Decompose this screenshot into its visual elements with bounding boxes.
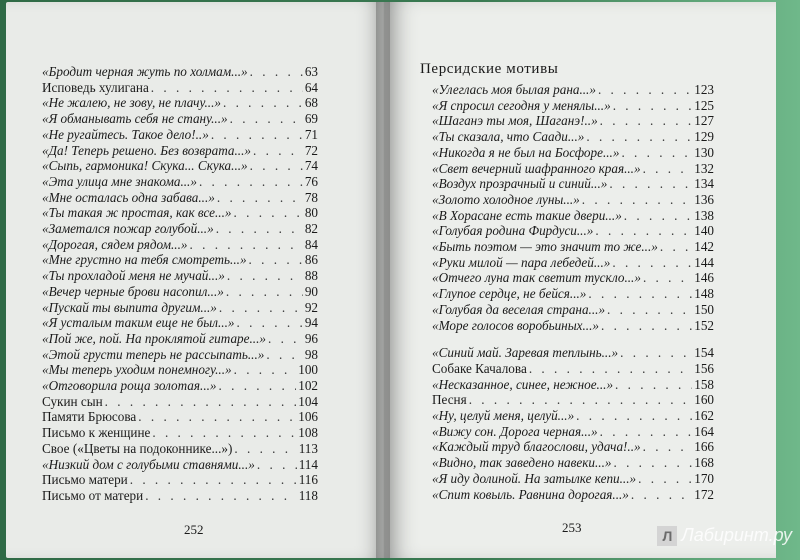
toc-entry-title: «Шаганэ ты моя, Шаганэ!..» — [432, 113, 598, 129]
toc-entry-page: 108 — [298, 425, 318, 441]
toc-leader-dots — [621, 145, 692, 160]
toc-leader-dots — [236, 315, 302, 330]
toc-entry — [432, 270, 714, 285]
toc-entry — [432, 318, 714, 333]
toc-entry-page: 136 — [694, 191, 714, 207]
toc-leader-dots — [145, 488, 297, 503]
toc-entry-title: Письмо матери — [42, 472, 128, 488]
toc-entry-title: «Улеглась моя былая рана...» — [432, 82, 596, 97]
toc-entry-title: Исповедь хулигана — [42, 79, 149, 95]
toc-entry — [432, 82, 714, 97]
toc-leader-dots — [588, 286, 692, 301]
toc-entry-title: «Мне осталась одна забава...» — [42, 189, 215, 205]
toc-entry — [432, 223, 714, 238]
toc-leader-dots — [130, 472, 297, 487]
right-page-number: 253 — [562, 520, 582, 535]
toc-entry-title: «Синий май. Заревая теплынь...» — [432, 345, 619, 361]
toc-leader-dots — [219, 300, 303, 315]
toc-entry-title: «Дорогая, сядем рядом...» — [42, 236, 188, 252]
toc-leader-dots — [266, 347, 302, 362]
toc-entry-title: «Да! Теперь решено. Без возврата...» — [42, 142, 251, 158]
toc-entry-page: 162 — [694, 408, 714, 423]
toc-entry-title: «Отговорила роща золотая...» — [42, 378, 217, 393]
toc-leader-dots — [624, 208, 692, 223]
toc-entry-page: 114 — [298, 456, 318, 472]
toc-leader-dots — [199, 174, 303, 189]
toc-leader-dots — [601, 318, 692, 333]
toc-entry-page: 104 — [298, 393, 318, 409]
toc-entry-title: «В Хорасане есть такие двери...» — [432, 207, 622, 223]
toc-entry-page: 168 — [694, 455, 714, 471]
toc-leader-dots — [612, 255, 692, 270]
toc-leader-dots — [257, 457, 297, 472]
toc-entry-title: «Этой грусти теперь не рассыпать...» — [42, 346, 265, 362]
toc-entry — [432, 192, 714, 207]
toc-entry — [432, 361, 714, 376]
toc-leader-dots — [643, 439, 693, 454]
toc-leader-dots — [223, 95, 303, 110]
toc-entry-page: 64 — [304, 79, 318, 95]
toc-entry — [432, 487, 714, 502]
toc-entry-title: «Ну, целуй меня, целуй...» — [432, 408, 575, 423]
open-book — [6, 2, 776, 558]
toc-entry-page: 84 — [304, 236, 318, 252]
toc-entry-title: «Спит ковыль. Равнина дорогая...» — [432, 486, 629, 502]
toc-entry-page: 132 — [694, 160, 714, 176]
toc-entry-page: 118 — [298, 487, 318, 503]
toc-leader-dots — [249, 252, 303, 267]
toc-entry — [432, 255, 714, 270]
toc-entry-page: 140 — [694, 223, 714, 239]
toc-entry-page: 96 — [304, 330, 318, 346]
toc-entry-page: 94 — [304, 315, 318, 331]
watermark — [657, 525, 792, 546]
toc-entry — [42, 95, 318, 110]
toc-leader-dots — [216, 221, 303, 236]
toc-entry-page: 69 — [304, 111, 318, 127]
toc-entry — [42, 472, 318, 487]
toc-entry-title: «Ты прохладой меня не мучай...» — [42, 268, 225, 284]
toc-leader-dots — [613, 455, 692, 470]
toc-entry-title: «Видно, так заведено навеки...» — [432, 455, 612, 471]
toc-entry — [42, 174, 318, 189]
toc-entry-title: Собаке Качалова — [432, 360, 527, 376]
toc-entry-page: 74 — [304, 158, 318, 174]
toc-entry — [432, 377, 714, 392]
toc-leader-dots — [586, 129, 692, 144]
toc-entry-title: «Руки милой — пара лебедей...» — [432, 254, 611, 270]
toc-entry — [42, 284, 318, 299]
toc-leader-dots — [600, 424, 693, 439]
toc-leader-dots — [234, 441, 296, 456]
toc-entry-title: «Несказанное, синее, нежное...» — [432, 376, 614, 392]
toc-leader-dots — [219, 378, 297, 393]
toc-entry — [42, 394, 318, 409]
toc-entry-page: 98 — [304, 346, 318, 362]
toc-entry — [432, 471, 714, 486]
toc-entry-page: 134 — [694, 176, 714, 192]
toc-entry-title: «Не жалею, не зову, не плачу...» — [42, 95, 221, 111]
toc-entry — [42, 409, 318, 424]
toc-entry-title: Письмо к женщине — [42, 425, 151, 441]
right-page — [384, 2, 776, 558]
toc-entry — [42, 190, 318, 205]
toc-entry — [42, 347, 318, 362]
toc-entry-title: «Вечер черные брови насопил...» — [42, 283, 224, 299]
toc-entry-title: «Голубая родина Фирдуси...» — [432, 223, 594, 239]
toc-leader-dots — [643, 161, 693, 176]
toc-leader-dots — [576, 408, 692, 423]
toc-entry-page: 123 — [694, 82, 714, 97]
toc-entry-title: «Отчего луна так светит тускло...» — [432, 270, 641, 286]
toc-leader-dots — [268, 331, 303, 346]
toc-entry-page: 158 — [694, 376, 714, 392]
toc-entry-title: «Море голосов воробьиных...» — [432, 317, 599, 333]
toc-entry — [42, 111, 318, 126]
toc-leader-dots — [250, 158, 303, 173]
toc-entry-title: «Золото холодное луны...» — [432, 191, 580, 207]
toc-entry — [42, 362, 318, 377]
toc-leader-dots — [613, 98, 693, 113]
toc-entry — [432, 408, 714, 423]
toc-entry — [42, 378, 318, 393]
toc-leader-dots — [227, 268, 303, 283]
toc-entry-title: Письмо от матери — [42, 487, 144, 503]
toc-entry — [42, 205, 318, 220]
toc-entry-page: 100 — [298, 362, 318, 378]
toc-entry-title: «Ты сказала, что Саади...» — [432, 129, 585, 145]
toc-leader-dots — [250, 64, 303, 79]
toc-entry-title: «Бродит черная жуть по холмам...» — [42, 64, 248, 79]
toc-entry — [42, 221, 318, 236]
toc-entry-title: «Я спросил сегодня у менялы...» — [432, 97, 611, 113]
toc-entry — [432, 392, 714, 407]
toc-entry-page: 72 — [304, 142, 318, 158]
toc-leader-dots — [638, 471, 692, 486]
watermark-logo-icon: Л — [657, 526, 677, 546]
toc-leader-dots — [609, 176, 692, 191]
toc-entry-title: «Я усталым таким еще не был...» — [42, 315, 235, 331]
toc-entry-title: «Глупое сердце, не бейся...» — [432, 286, 587, 302]
toc-entry-title: Песня — [432, 392, 467, 408]
toc-entry-page: 130 — [694, 144, 714, 160]
toc-entry — [432, 129, 714, 144]
toc-entry-page: 148 — [694, 286, 714, 302]
toc-entry — [42, 425, 318, 440]
toc-leader-dots — [631, 487, 692, 502]
toc-entry-page: 152 — [694, 317, 714, 333]
left-page — [6, 2, 384, 558]
toc-entry — [42, 252, 318, 267]
toc-entry-title: «Мы теперь уходим понемногу...» — [42, 362, 232, 378]
toc-entry — [432, 439, 714, 454]
toc-entry-title: «Каждый труд благослови, удача!..» — [432, 439, 641, 455]
toc-entry-page: 86 — [304, 252, 318, 268]
toc-leader-dots — [105, 394, 297, 409]
toc-leader-dots — [211, 127, 303, 142]
watermark-text: Лабиринт.ру — [681, 525, 792, 545]
toc-entry-title: «Пой же, пой. На проклятой гитаре...» — [42, 330, 266, 346]
toc-entry-title: «Я иду долиной. На затылке кепи...» — [432, 470, 637, 486]
toc-entry — [432, 176, 714, 191]
toc-entry-title: «Я обманывать себя не стану...» — [42, 111, 228, 127]
toc-entry-page: 82 — [304, 221, 318, 236]
toc-entry — [42, 143, 318, 158]
toc-entry-page: 164 — [694, 423, 714, 439]
toc-entry — [432, 424, 714, 439]
toc-entry-title: Памяти Брюсова — [42, 409, 137, 425]
toc-entry-page: 144 — [694, 254, 714, 270]
toc-entry-title: «Быть поэтом — это значит то же...» — [432, 239, 658, 254]
toc-entry — [42, 300, 318, 315]
toc-entry-page: 172 — [694, 486, 714, 502]
toc-entry — [42, 331, 318, 346]
toc-entry-page: 92 — [304, 299, 318, 315]
toc-entry — [42, 441, 318, 456]
toc-entry-page: 88 — [304, 268, 318, 284]
toc-entry-page: 156 — [694, 360, 714, 376]
toc-entry-page: 102 — [298, 378, 318, 393]
toc-entry-title: «Пускай ты выпита другим...» — [42, 299, 217, 315]
toc-entry — [42, 268, 318, 283]
toc-entry — [42, 488, 318, 503]
toc-entry-page: 63 — [304, 64, 318, 79]
toc-entry-title: «Не ругайтесь. Такое дело!..» — [42, 126, 209, 142]
toc-leader-dots — [190, 237, 303, 252]
toc-entry — [432, 345, 714, 360]
toc-entry — [42, 127, 318, 142]
toc-entry — [432, 208, 714, 223]
toc-entry-page: 166 — [694, 439, 714, 455]
toc-leader-dots — [226, 284, 303, 299]
toc-entry — [432, 302, 714, 317]
toc-entry-title: «Никогда я не был на Босфоре...» — [432, 144, 620, 160]
toc-entry-page: 76 — [304, 173, 318, 189]
toc-entry-title: «Сыпь, гармоника! Скука... Скука...» — [42, 158, 248, 174]
toc-entry-page: 160 — [694, 392, 714, 408]
toc-entry — [432, 145, 714, 160]
toc-entry-page: 142 — [694, 239, 714, 254]
toc-leader-dots — [600, 113, 693, 128]
toc-entry-title: «Голубая да веселая страна...» — [432, 301, 606, 317]
left-page-number: 252 — [184, 522, 204, 537]
toc-entry-title: «Низкий дом с голубыми ставнями...» — [42, 456, 255, 472]
toc-entry-page: 138 — [694, 207, 714, 223]
toc-entry-title: «Вижу сон. Дорога черная...» — [432, 423, 598, 439]
toc-leader-dots — [582, 192, 692, 207]
toc-entry-page: 170 — [694, 470, 714, 486]
toc-entry-page: 78 — [304, 189, 318, 205]
toc-entry-title: «Мне грустно на тебя смотреть...» — [42, 252, 247, 268]
toc-leader-dots — [234, 362, 297, 377]
toc-entry — [432, 113, 714, 128]
toc-entry-title: «Воздух прозрачный и синий...» — [432, 176, 608, 192]
toc-leader-dots — [234, 205, 303, 220]
toc-entry-page: 127 — [694, 113, 714, 129]
toc-leader-dots — [598, 82, 692, 97]
toc-entry-title: «Эта улица мне знакома...» — [42, 173, 197, 189]
toc-entry — [42, 64, 318, 79]
toc-entry — [42, 315, 318, 330]
toc-entry-page: 150 — [694, 301, 714, 317]
toc-entry-page: 68 — [304, 95, 318, 111]
toc-leader-dots — [138, 409, 296, 424]
toc-entry — [432, 286, 714, 301]
toc-entry-title: «Заметался пожар голубой...» — [42, 221, 214, 236]
toc-entry-page: 125 — [694, 97, 714, 113]
toc-entry — [42, 457, 318, 472]
toc-leader-dots — [620, 345, 692, 360]
toc-entry-page: 71 — [304, 126, 318, 142]
toc-leader-dots — [230, 111, 303, 126]
toc-entry — [432, 239, 714, 254]
toc-leader-dots — [615, 377, 692, 392]
toc-leader-dots — [217, 190, 303, 205]
toc-entry-page: 154 — [694, 345, 714, 361]
toc-leader-dots — [595, 223, 692, 238]
toc-entry — [42, 158, 318, 173]
toc-leader-dots — [152, 425, 296, 440]
toc-leader-dots — [643, 270, 692, 285]
toc-entry-page: 129 — [694, 129, 714, 145]
toc-entry-title: «Свет вечерний шафранного края...» — [432, 160, 641, 176]
toc-entry — [432, 455, 714, 470]
toc-entry-title: Сукин сын — [42, 393, 103, 409]
toc-entry — [432, 98, 714, 113]
toc-leader-dots — [469, 392, 693, 407]
toc-entry-page: 90 — [304, 283, 318, 299]
toc-entry-page: 116 — [298, 472, 318, 488]
book-spine — [376, 2, 390, 558]
toc-leader-dots — [660, 239, 692, 254]
toc-entry-title: «Ты такая ж простая, как все...» — [42, 205, 232, 221]
toc-leader-dots — [151, 80, 303, 95]
toc-entry-page: 146 — [694, 270, 714, 286]
toc-entry — [42, 237, 318, 252]
toc-entry-page: 113 — [298, 440, 318, 456]
toc-leader-dots — [607, 302, 692, 317]
section-heading: Персидские мотивы — [420, 61, 559, 77]
toc-leader-dots — [529, 361, 692, 376]
toc-entry — [42, 80, 318, 95]
toc-leader-dots — [253, 143, 303, 158]
toc-entry-title: Свое («Цветы на подоконнике...») — [42, 440, 233, 456]
toc-entry-page: 80 — [304, 205, 318, 221]
toc-entry — [432, 161, 714, 176]
toc-entry-page: 106 — [298, 409, 318, 425]
